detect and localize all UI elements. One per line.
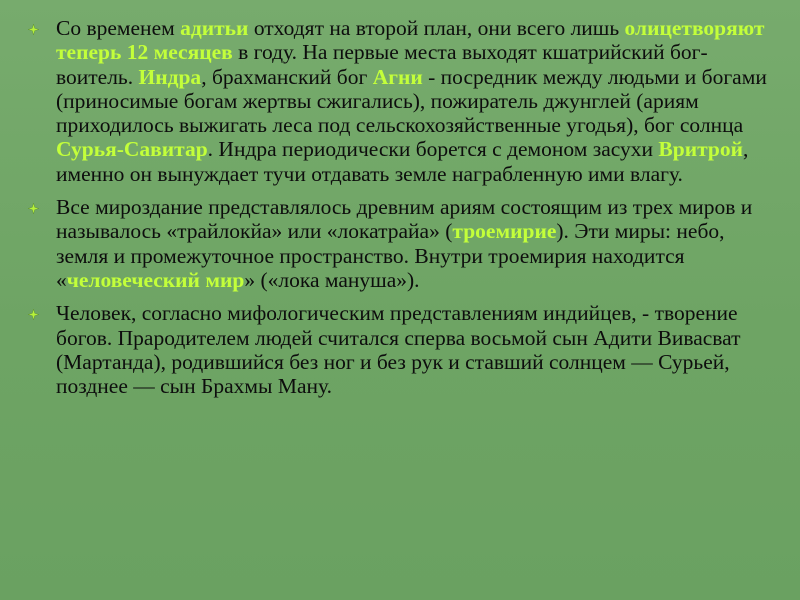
paragraph-text: » («лока мануша»). [244, 267, 420, 292]
highlighted-term: Вритрой [658, 137, 744, 162]
bullet-paragraph [22, 195, 782, 292]
bullet-list [22, 16, 782, 407]
paragraph-text: . Индра периодически борется с демоном засухи [207, 137, 659, 162]
highlighted-term: Индра [138, 64, 202, 89]
highlighted-term: олицетворяют теперь 12 месяцев [56, 16, 765, 65]
highlighted-term: Агни [372, 64, 423, 89]
paragraph-text: , именно он вынуждает тучи отдавать земле награбленную ими влагу. [56, 137, 749, 186]
highlighted-term: Сурья-Савитар [56, 137, 208, 162]
paragraph-text: , брахманский бог [201, 64, 373, 89]
highlighted-term: человеческий мир [66, 267, 245, 292]
paragraph-text: Все мироздание представлялось древним ариям состоящим из трех миров и называлось «трайлокйа» или «локатрайа» ( [56, 195, 753, 244]
star-bullet-icon [28, 309, 39, 320]
paragraph-text: Человек, согласно мифологическим представлениям индийцев, - творение богов. Прародителем людей считался сперва восьмой сын Адити Вивасват (Мартанда), родившийся без ног и без рук и ставший солнцем — Сурьей, позднее — сын Брахмы Ману. [56, 301, 741, 399]
paragraph-text: - посредник между людьми и богами (приносимые богам жертвы сжигались), пожиратель джунглей (ариям приходилось выжигать леса под сельскохозяйственные угодья), бог солнца [56, 64, 767, 138]
paragraph-text: отходят на второй план, они всего лишь [248, 16, 625, 40]
paragraph-text: в году. На первые места выходят кшатрийский бог-воитель. [56, 40, 708, 89]
highlighted-term: троемирие [452, 219, 557, 244]
bullet-paragraph [22, 16, 782, 186]
star-bullet-icon [28, 203, 39, 214]
star-bullet-icon [28, 24, 39, 35]
bullet-paragraph [22, 301, 782, 398]
paragraph-text: Со временем [56, 16, 181, 40]
paragraph-text: ). Эти миры: небо, земля и промежуточное пространство. Внутри троемирия находится « [56, 219, 725, 292]
highlighted-term: адитьи [180, 16, 249, 40]
